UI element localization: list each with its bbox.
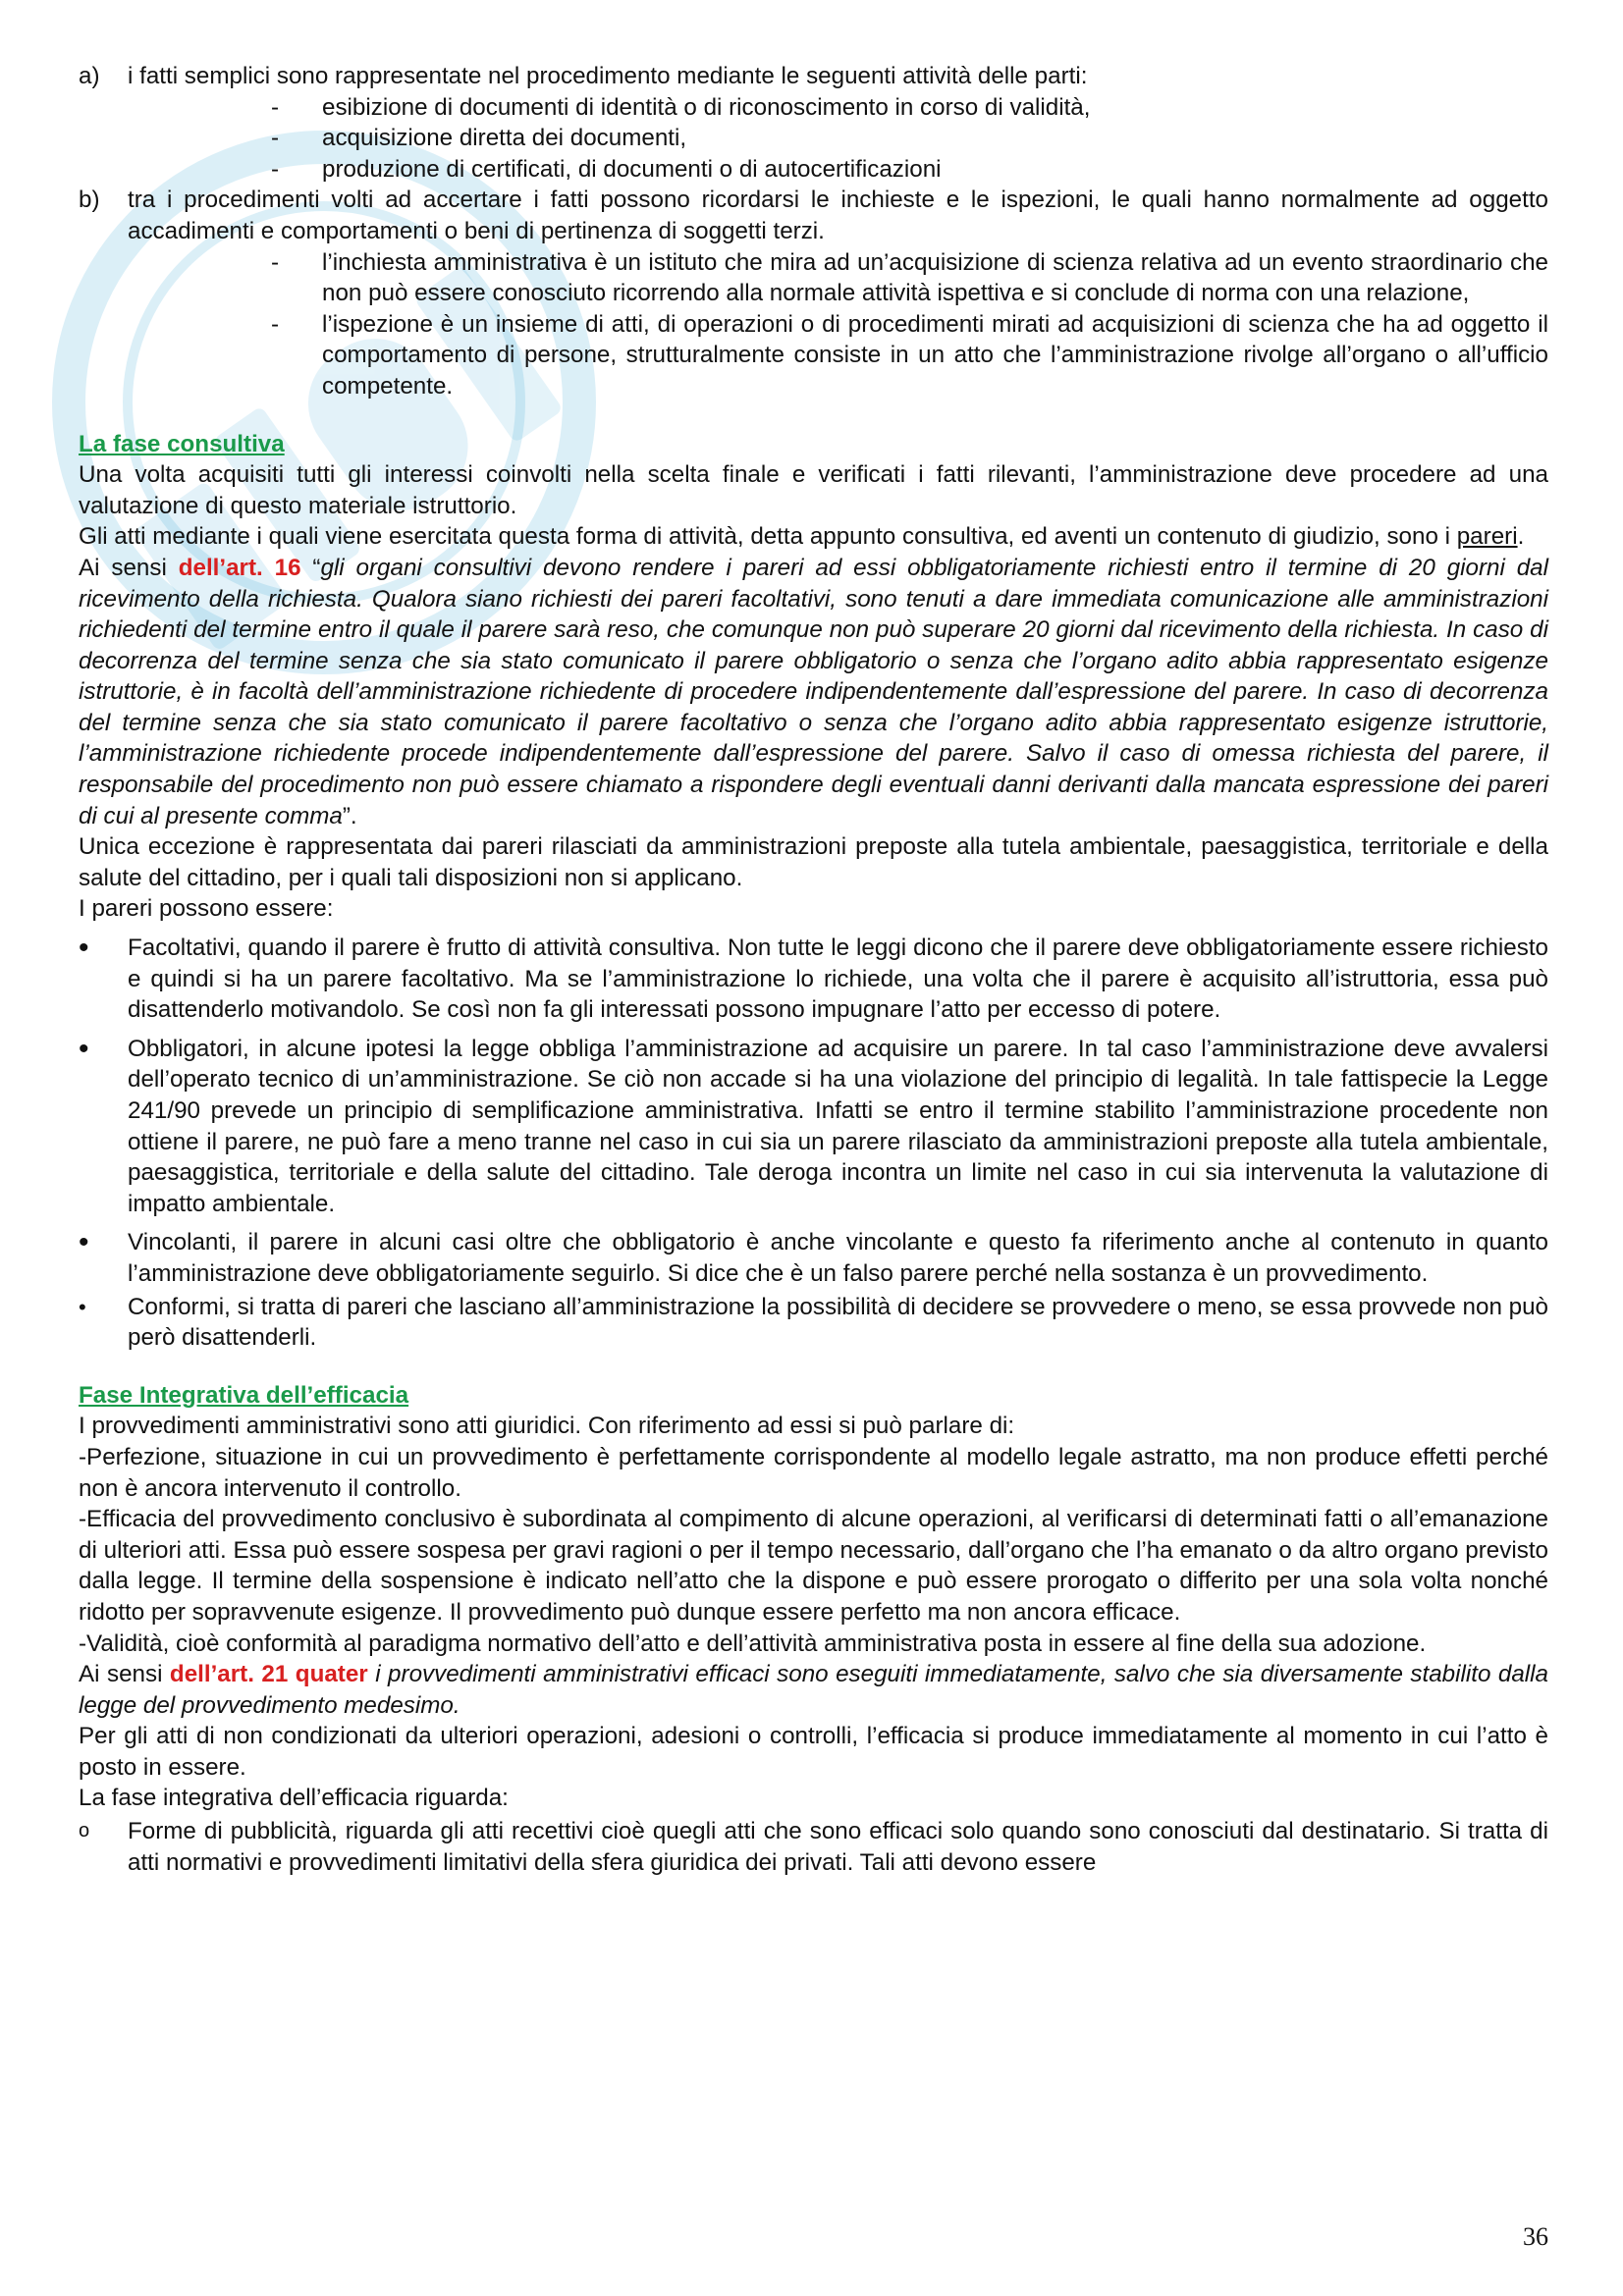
list-label: a) <box>79 63 100 89</box>
article-reference: dell’art. 21 quater <box>169 1661 368 1688</box>
paragraph: Unica eccezione è rappresentata dai pareri rilasciati da amministrazioni preposte alla tutela ambientale, paesaggistica, territoriale e della salute del cittadino, per i quali tali disposizioni non si applicano. <box>79 833 1548 891</box>
list-text: tra i procedimenti volti ad accertare i fatti possono ricordarsi le inchieste e le ispezioni, le quali hanno normalmente ad oggetto accadimenti e comportamenti o beni di pertinenza di soggetti terzi. <box>128 187 1548 244</box>
bullet-item <box>79 1227 1548 1289</box>
paragraph <box>79 521 1548 553</box>
paragraph: La fase integrativa dell’efficacia riguarda: <box>79 1785 509 1812</box>
sub-list-text: acquisizione diretta dei documenti, <box>322 125 687 152</box>
list-item-b <box>79 185 1548 246</box>
sub-list-text: produzione di certificati, di documenti o di autocertificazioni <box>322 155 942 183</box>
text-run: Ai sensi <box>79 1661 170 1688</box>
bullet-text: Obbligatori, in alcune ipotesi la legge obbliga l’amministrazione ad acquisire un parere. In tal caso l’amministrazione deve avvalersi dell’operato tecnico di un’amministrazione. Se ciò non accade si ha una violazione del principio di legalità. In tale fattispecie la Legge 241/90 prevede un principio di semplificazione amministrativa. Infatti se entro il termine stabilito l’amministrazione procedente non ottiene il parere, ne può fare a meno tranne nel caso in cui sia un parere rilasciato da amministrazioni preposte alla tutela ambientale, paesaggistica, territoriale e della salute del cittadino. Tale deroga incontra un limite nel caso in cui sia intervenuta la valutazione di impatto ambientale. <box>128 1035 1548 1217</box>
paragraph: Una volta acquisiti tutti gli interessi coinvolti nella scelta finale e verificati i fatti rilevanti, l’amministrazione deve procedere ad una valutazione di questo materiale istruttorio. <box>79 461 1548 519</box>
paragraph: Per gli atti di non condizionati da ulteriori operazioni, adesioni o controlli, l’efficacia si produce immediatamente al momento in cui l’atto è posto in essere. <box>79 1723 1548 1781</box>
dash-marker: - <box>271 155 280 183</box>
sub-list-text: esibizione di documenti di identità o di riconoscimento in corso di validità, <box>322 93 1091 121</box>
quoted-law-text: i provvedimenti amministrativi efficaci sono eseguiti immediatamente, salvo che sia diversamente stabilito dalla legge del provvedimento medesimo. <box>79 1661 1548 1719</box>
sub-list-text: l’inchiesta amministrativa è un istituto che mira ad un’acquisizione di scienza relativa ad un evento straordinario che non può essere conosciuto ricorrendo alla normale attività ispettiva e si conclude di norma con una relazione, <box>322 248 1548 307</box>
text-run: . <box>1517 523 1525 551</box>
text-run: “ <box>300 554 321 581</box>
bullet-text: Conformi, si tratta di pareri che lasciano all’amministrazione la possibilità di decidere se provvedere o meno, se essa provvede non può però disattenderli. <box>128 1293 1548 1352</box>
section-heading-integrativa: Fase Integrativa dell’efficacia <box>79 1381 409 1409</box>
quoted-law-text: gli organi consultivi devono rendere i pareri ad essi obbligatoriamente richiesti entro il termine di 20 giorni dal ricevimento della richiesta. Qualora siano richiesti dei pareri facoltativi, sono tenuti a dare immediata comunicazione alle amministrazioni richiedenti del termine entro il quale il parere sarà reso, che comunque non può superare 20 giorni dal ricevimento della richiesta. In caso di decorrenza del termine senza che sia stato comunicato il parere obbligatorio o senza che l’organo adito abbia rappresentato esigenze istruttorie, è in facoltà dell’amministrazione richiedente di procedere indipendentemente dall’espressione del parere. In caso di decorrenza del termine senza che sia stato comunicato il parere facoltativo o senza che l’organo adito abbia rappresentato esigenze istruttorie, l’amministrazione richiedente procede indipendentemente dall’espressione del parere. Salvo il caso di omessa richiesta del parere, il responsabile del procedimento non può essere chiamato a rispondere degli eventuali danni derivanti dalla mancata espressione dei pareri di cui al presente comma <box>79 554 1548 829</box>
dash-marker: - <box>271 125 280 152</box>
bullet-item <box>79 1292 1548 1354</box>
text-run: Gli atti mediante i quali viene esercitata questa forma di attività, detta appunto consultiva, ed aventi un contenuto di giudizio, sono i <box>79 523 1457 551</box>
bullet-marker: • <box>79 1032 89 1065</box>
paragraph: I provvedimenti amministrativi sono atti giuridici. Con riferimento ad essi si può parlare di: <box>79 1413 1015 1440</box>
paragraph: -Efficacia del provvedimento conclusivo è subordinata al compimento di alcune operazioni, al verificarsi di determinati fatti o all’emanazione di ulteriori atti. Essa può essere sospesa per gravi ragioni o per il tempo necessario, dall’organo che l’ha emanato o da altro organo previsto dalla legge. Il termine della sospensione è indicato nell’atto che la dispone e può essere prorogato o differito per una sola volta nonché ridotto per sopravvenute esigenze. Il provvedimento può dunque essere perfetto ma non ancora efficace. <box>79 1506 1548 1626</box>
bullet-marker: • <box>79 1294 86 1319</box>
bullet-text: Facoltativi, quando il parere è frutto di attività consultiva. Non tutte le leggi dicono che il parere deve obbligatoriamente essere richiesto e quindi si ha un parere facoltativo. Ma se l’amministrazione lo richiede, una volta che il parere è acquisito all’istruttoria, essa può disattenderlo motivandolo. Se così non fa gli interessati possono impugnare l’atto per eccesso di potere. <box>128 934 1548 1024</box>
paragraph: -Validità, cioè conformità al paradigma normativo dell’atto e dell’attività amministrativa posta in essere al fine della sua adozione. <box>79 1629 1427 1657</box>
dash-marker: - <box>271 310 280 338</box>
paragraph: I pareri possono essere: <box>79 895 334 923</box>
paragraph <box>79 1659 1548 1721</box>
dash-marker: - <box>271 248 280 276</box>
bullet-text: Forme di pubblicità, riguarda gli atti recettivi cioè quegli atti che sono efficaci solo quando sono conosciuti dal destinatario. Si tratta di atti normativi e provvedimenti limitativi della sfera giuridica dei privati. Tali atti devono essere <box>128 1818 1548 1876</box>
sub-list-item <box>79 123 1548 154</box>
bullet-item <box>79 1034 1548 1220</box>
paragraph <box>79 553 1548 831</box>
list-text: i fatti semplici sono rappresentate nel procedimento mediante le seguenti attività delle parti: <box>128 63 1088 89</box>
bullet-marker: • <box>79 932 89 965</box>
sub-list-item <box>79 309 1548 402</box>
bullet-text: Vincolanti, il parere in alcuni casi oltre che obbligatorio è anche vincolante e questo fa riferimento anche al contenuto in quanto l’amministrazione deve obbligatoriamente seguirlo. Si dice che è un falso parere perché nella sostanza è un provvedimento. <box>128 1229 1548 1287</box>
list-item-a <box>79 61 1548 92</box>
bullet-item <box>79 933 1548 1026</box>
bullet-marker: • <box>79 1226 89 1259</box>
page-number: 36 <box>1523 2222 1548 2251</box>
sub-list-item <box>79 154 1548 186</box>
circle-bullet-item <box>79 1816 1548 1878</box>
article-reference: dell’art. 16 <box>178 554 301 581</box>
sub-list-item <box>79 92 1548 124</box>
dash-marker: - <box>271 93 280 121</box>
text-run: Ai sensi <box>79 554 179 581</box>
sub-list-item <box>79 247 1548 309</box>
sub-list-text: l’ispezione è un insieme di atti, di operazioni o di procedimenti mirati ad acquisizioni di scienza che ha ad oggetto il comportamento di persone, strutturalmente consiste in un atto che l’amministrazione rivolge all’organo o all’ufficio competente. <box>322 310 1548 400</box>
circle-bullet-marker: o <box>79 1820 90 1842</box>
text-run: ”. <box>342 802 357 829</box>
list-label: b) <box>79 187 100 214</box>
paragraph: -Perfezione, situazione in cui un provvedimento è perfettamente corrispondente al modello legale astratto, ma non produce effetti perché non è ancora intervenuto il controllo. <box>79 1443 1548 1502</box>
underlined-term: pareri <box>1456 523 1518 551</box>
section-heading-consultiva: La fase consultiva <box>79 430 285 457</box>
